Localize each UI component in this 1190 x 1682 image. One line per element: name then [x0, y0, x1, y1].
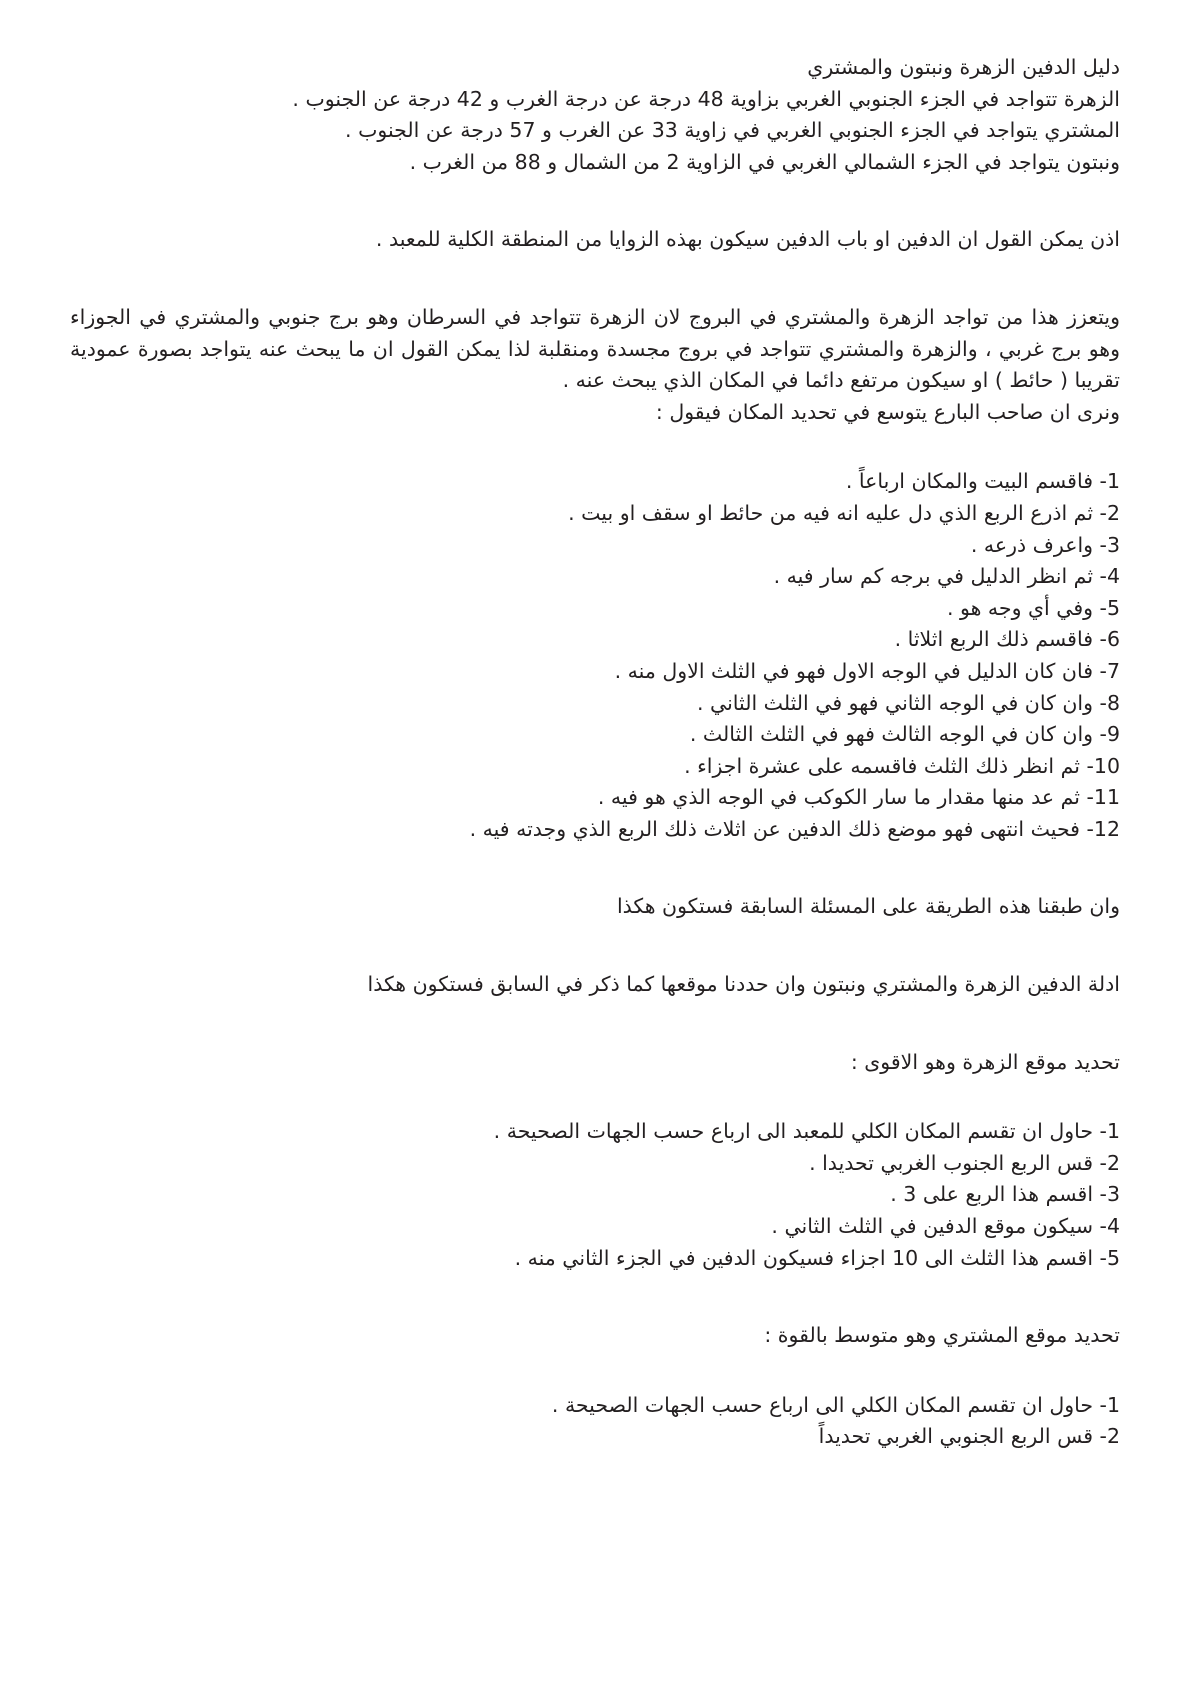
neptune-position-line: ونبتون يتواجد في الجزء الشمالي الغربي في الزاوية 2 من الشمال و 88 من الغرب .: [409, 149, 1120, 174]
spacer: [70, 923, 1120, 969]
apply-method-line: وان طبقنا هذه الطريقة على المسئلة السابقة فستكون هكذا: [616, 894, 1120, 919]
list-item: 1- حاول ان تقسم المكان الكلي الى ارباع حسب الجهات الصحيحة .: [551, 1392, 1120, 1417]
bari-intro-line: ونرى ان صاحب البارع يتوسع في تحديد المكان فيقول :: [655, 399, 1120, 424]
venus-position-line: الزهرة تتواجد في الجزء الجنوبي الغربي بزاوية 48 درجة عن درجة الغرب و 42 درجة عن الجنوب .: [292, 86, 1120, 111]
bari-steps-list: [70, 466, 1120, 845]
list-item: 1- فاقسم البيت والمكان ارباعاً .: [845, 469, 1120, 494]
list-item: 3- اقسم هذا الربع على 3 .: [890, 1182, 1120, 1207]
list-item: 1- حاول ان تقسم المكان الكلي للمعبد الى ارباع حسب الجهات الصحيحة .: [493, 1119, 1120, 1144]
spacer: [70, 256, 1120, 302]
list-item: 2- ثم اذرع الربع الذي دل عليه انه فيه من حائط او سقف او بيت .: [568, 500, 1120, 525]
spacer: [70, 845, 1120, 891]
list-item: 5- اقسم هذا الثلث الى 10 اجزاء فسيكون الدفين في الجزء الثاني منه .: [514, 1245, 1120, 1270]
jupiter-section-heading: تحديد موقع المشتري وهو متوسط بالقوة :: [764, 1323, 1120, 1348]
conclusion-line: اذن يمكن القول ان الدفين او باب الدفين سيكون بهذه الزوايا من المنطقة الكلية للمعبد .: [375, 227, 1120, 252]
spacer: [70, 428, 1120, 466]
evidence-line: ادلة الدفين الزهرة والمشتري ونبتون وان حددنا موقعها كما ذكر في السابق فستكون هكذا: [367, 972, 1120, 997]
document-body: [70, 52, 1120, 1453]
list-item: 6- فاقسم ذلك الربع اثلاثا .: [894, 627, 1120, 652]
document-title-line: دليل الدفين الزهرة ونبتون والمشتري: [807, 55, 1120, 79]
list-item: 4- سيكون موقع الدفين في الثلث الثاني .: [771, 1214, 1120, 1239]
spacer: [70, 1274, 1120, 1320]
list-item: 4- ثم انظر الدليل في برجه كم سار فيه .: [773, 564, 1120, 589]
list-item: 5- وفي أي وجه هو .: [946, 595, 1120, 620]
spacer: [70, 1078, 1120, 1116]
spacer: [70, 1001, 1120, 1047]
list-item: 2- قس الربع الجنوب الغربي تحديدا .: [809, 1150, 1120, 1175]
list-item: 12- فحيث انتهى فهو موضع ذلك الدفين عن اثلاث ذلك الربع الذي وجدته فيه .: [469, 816, 1120, 841]
list-item: 8- وان كان في الوجه الثاني فهو في الثلث الثاني .: [696, 690, 1120, 715]
list-item: 10- ثم انظر ذلك الثلث فاقسمه على عشرة اجزاء .: [684, 753, 1120, 778]
venus-steps-list: [70, 1116, 1120, 1274]
list-item: 7- فان كان الدليل في الوجه الاول فهو في الثلث الاول منه .: [614, 658, 1120, 683]
list-item: 3- واعرف ذرعه .: [970, 532, 1120, 557]
list-item: 11- ثم عد منها مقدار ما سار الكوكب في الوجه الذي هو فيه .: [597, 785, 1120, 810]
spacer: [70, 1352, 1120, 1390]
jupiter-position-line: المشتري يتواجد في الجزء الجنوبي الغربي في زاوية 33 عن الغرب و 57 درجة عن الجنوب .: [345, 118, 1120, 143]
list-item: 2- قس الربع الجنوبي الغربي تحديداً: [818, 1424, 1120, 1449]
spacer: [70, 178, 1120, 224]
venus-section-heading: تحديد موقع الزهرة وهو الاقوى :: [850, 1049, 1120, 1074]
jupiter-steps-list: [70, 1390, 1120, 1453]
reinforce-paragraph: ويتعزز هذا من تواجد الزهرة والمشتري في البروج لان الزهرة تتواجد في السرطان وهو برج جنوبي والمشتري في الجوزاء وهو برج غربي ، والزهرة والمشتري تتواجد في بروج مجسدة ومنقلبة لذا يمكن القول ان ما يبحث عنه يتواجد بصورة عمودية تقريبا ( حائط ) او سيكون مرتفع دائما في المكان الذي يبحث عنه .: [70, 304, 1120, 393]
list-item: 9- وان كان في الوجه الثالث فهو في الثلث الثالث .: [689, 722, 1120, 747]
